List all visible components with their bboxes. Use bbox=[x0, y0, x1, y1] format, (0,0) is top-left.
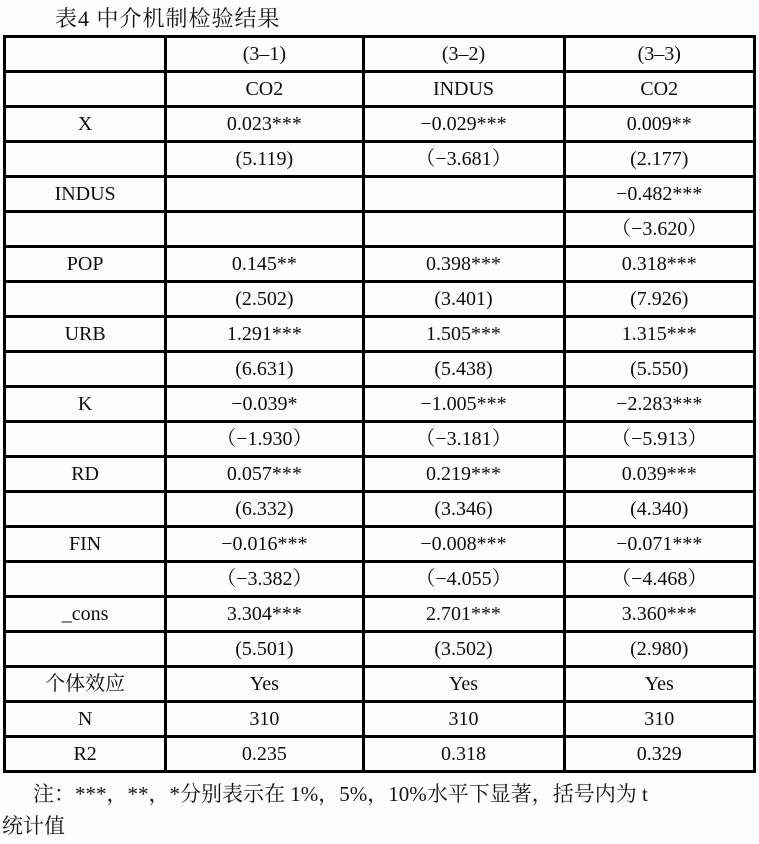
table-row bbox=[5, 142, 755, 177]
table-row bbox=[5, 527, 755, 562]
column-header: CO2 bbox=[166, 72, 363, 107]
table-cell: 1.291*** bbox=[166, 317, 363, 352]
table-cell: （−4.468） bbox=[564, 562, 755, 597]
table-row bbox=[5, 177, 755, 212]
column-header: (3–3) bbox=[564, 37, 755, 72]
column-header: (3–2) bbox=[363, 37, 564, 72]
row-label: _cons bbox=[5, 597, 166, 632]
table-row bbox=[5, 352, 755, 387]
table-cell bbox=[363, 177, 564, 212]
column-header: (3–1) bbox=[166, 37, 363, 72]
table-cell: Yes bbox=[363, 667, 564, 702]
row-label: R2 bbox=[5, 737, 166, 772]
table-cell: (5.550) bbox=[564, 352, 755, 387]
table-cell: (3.502) bbox=[363, 632, 564, 667]
table-row bbox=[5, 457, 755, 492]
table-row bbox=[5, 632, 755, 667]
table-cell: 0.235 bbox=[166, 737, 363, 772]
table-cell: (6.332) bbox=[166, 492, 363, 527]
table-note-line2: 统计值 bbox=[2, 814, 65, 838]
table-cell: (2.980) bbox=[564, 632, 755, 667]
page-title: 表4 中介机制检验结果 bbox=[55, 6, 281, 31]
table-row bbox=[5, 702, 755, 737]
table-cell: Yes bbox=[166, 667, 363, 702]
table-cell: 0.039*** bbox=[564, 457, 755, 492]
column-header bbox=[5, 72, 166, 107]
results-table bbox=[3, 35, 756, 773]
table-body bbox=[5, 37, 755, 772]
table-cell: −0.482*** bbox=[564, 177, 755, 212]
table-cell: −0.029*** bbox=[363, 107, 564, 142]
column-header bbox=[5, 37, 166, 72]
table-cell: Yes bbox=[564, 667, 755, 702]
table-cell: (2.502) bbox=[166, 282, 363, 317]
table-note-line1: 注：***，**，*分别表示在 1%，5%，10%水平下显著，括号内为 t bbox=[33, 782, 648, 806]
table-cell: −2.283*** bbox=[564, 387, 755, 422]
table-cell: 0.009** bbox=[564, 107, 755, 142]
table-row bbox=[5, 212, 755, 247]
row-label: FIN bbox=[5, 527, 166, 562]
row-label: N bbox=[5, 702, 166, 737]
table-cell: −0.008*** bbox=[363, 527, 564, 562]
row-label: POP bbox=[5, 247, 166, 282]
table-row bbox=[5, 387, 755, 422]
column-header: INDUS bbox=[363, 72, 564, 107]
table-row bbox=[5, 737, 755, 772]
table-cell: (5.501) bbox=[166, 632, 363, 667]
table-row bbox=[5, 317, 755, 352]
header-row bbox=[5, 72, 755, 107]
table-cell: −0.071*** bbox=[564, 527, 755, 562]
table-cell: (5.119) bbox=[166, 142, 363, 177]
table-cell: (2.177) bbox=[564, 142, 755, 177]
table-row bbox=[5, 282, 755, 317]
table-cell: 0.318*** bbox=[564, 247, 755, 282]
row-label bbox=[5, 352, 166, 387]
table-cell: 0.329 bbox=[564, 737, 755, 772]
table-cell: (6.631) bbox=[166, 352, 363, 387]
table-cell: 0.057*** bbox=[166, 457, 363, 492]
row-label: 个体效应 bbox=[5, 667, 166, 702]
row-label bbox=[5, 492, 166, 527]
table-cell: −1.005*** bbox=[363, 387, 564, 422]
table-cell: −0.016*** bbox=[166, 527, 363, 562]
table-cell: 2.701*** bbox=[363, 597, 564, 632]
table-cell: 0.145** bbox=[166, 247, 363, 282]
row-label: X bbox=[5, 107, 166, 142]
table-row bbox=[5, 247, 755, 282]
table-cell: 310 bbox=[564, 702, 755, 737]
table-cell: （−3.681） bbox=[363, 142, 564, 177]
column-header: CO2 bbox=[564, 72, 755, 107]
table-row bbox=[5, 422, 755, 457]
row-label: K bbox=[5, 387, 166, 422]
table-cell bbox=[166, 212, 363, 247]
row-label bbox=[5, 562, 166, 597]
table-cell: 0.219*** bbox=[363, 457, 564, 492]
header-row bbox=[5, 37, 755, 72]
table-cell: 310 bbox=[363, 702, 564, 737]
table-cell: 0.398*** bbox=[363, 247, 564, 282]
table-cell: （−3.181） bbox=[363, 422, 564, 457]
table-note bbox=[0, 778, 759, 842]
row-label: INDUS bbox=[5, 177, 166, 212]
row-label bbox=[5, 282, 166, 317]
table-cell: 310 bbox=[166, 702, 363, 737]
row-label: RD bbox=[5, 457, 166, 492]
row-label bbox=[5, 212, 166, 247]
table-cell: （−5.913） bbox=[564, 422, 755, 457]
table-cell: (7.926) bbox=[564, 282, 755, 317]
table-cell: (3.346) bbox=[363, 492, 564, 527]
row-label bbox=[5, 142, 166, 177]
row-label bbox=[5, 632, 166, 667]
table-row bbox=[5, 597, 755, 632]
table-row bbox=[5, 562, 755, 597]
table-cell bbox=[363, 212, 564, 247]
table-cell bbox=[166, 177, 363, 212]
table-cell: (5.438) bbox=[363, 352, 564, 387]
table-cell: （−4.055） bbox=[363, 562, 564, 597]
table-cell: （−3.382） bbox=[166, 562, 363, 597]
table-cell: （−1.930） bbox=[166, 422, 363, 457]
row-label bbox=[5, 422, 166, 457]
table-cell: −0.039* bbox=[166, 387, 363, 422]
table-cell: (3.401) bbox=[363, 282, 564, 317]
table-cell: 0.023*** bbox=[166, 107, 363, 142]
table-cell: （−3.620） bbox=[564, 212, 755, 247]
table-cell: 3.360*** bbox=[564, 597, 755, 632]
table-cell: 1.315*** bbox=[564, 317, 755, 352]
table-cell: 0.318 bbox=[363, 737, 564, 772]
table-cell: (4.340) bbox=[564, 492, 755, 527]
row-label: URB bbox=[5, 317, 166, 352]
table-row bbox=[5, 492, 755, 527]
table-row bbox=[5, 667, 755, 702]
table-cell: 3.304*** bbox=[166, 597, 363, 632]
table-row bbox=[5, 107, 755, 142]
table-cell: 1.505*** bbox=[363, 317, 564, 352]
